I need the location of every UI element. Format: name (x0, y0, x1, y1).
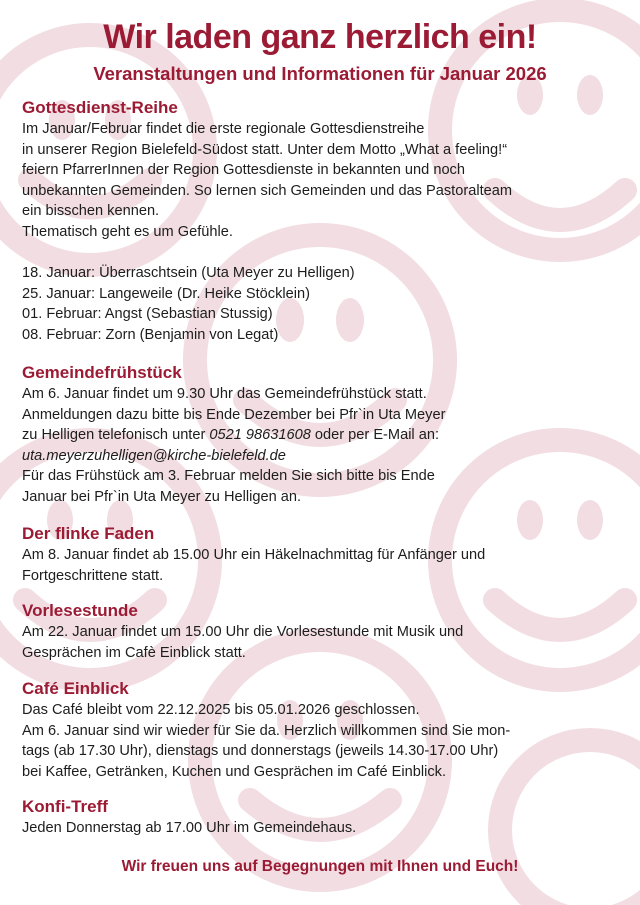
section-konfi-treff (22, 796, 622, 839)
section-gemeindefruehstueck (22, 362, 622, 508)
body-line: Anmeldungen dazu bitte bis Ende Dezember bei Pfr`in Uta Meyer (22, 406, 446, 423)
section-heading: Gemeindefrühstück (22, 363, 182, 382)
section-cafe-einblick (22, 678, 622, 782)
body-line: in unserer Region Bielefeld-Südost statt. Unter dem Motto „What a feeling!“ (22, 141, 508, 158)
date-item: 08. Februar: Zorn (Benjamin von Legat) (22, 326, 279, 343)
email-link[interactable]: uta.meyerzuhelligen@kirche-bielefeld.de (22, 447, 286, 464)
date-item: 25. Januar: Langeweile (Dr. Heike Stöcklein) (22, 285, 310, 302)
body-line: Januar bei Pfr`in Uta Meyer zu Helligen an. (22, 488, 302, 505)
section-gottesdienst (22, 97, 622, 346)
section-vorlesestunde (22, 600, 622, 663)
body-line: Am 6. Januar findet um 9.30 Uhr das Gemeindefrühstück statt. (22, 386, 427, 402)
body-line: unbekannten Gemeinden. So lernen sich Gemeinden und das Pastoralteam (22, 182, 513, 199)
section-heading: Café Einblick (22, 679, 129, 698)
body-line: ein bisschen kennen. (22, 203, 160, 220)
body-line: Gesprächen im Cafè Einblick statt. (22, 644, 246, 661)
body-line: feiern PfarrerInnen der Region Gottesdienste in bekannten und noch (22, 162, 465, 179)
footer-text: Wir freuen uns auf Begegnungen mit Ihnen und Euch! (121, 858, 519, 875)
body-line: Fortgeschrittene statt. (22, 567, 164, 584)
date-item: 01. Februar: Angst (Sebastian Stussig) (22, 306, 273, 323)
section-heading: Vorlesestunde (22, 601, 138, 620)
body-line: zu Helligen telefonisch unter 0521 98631608 oder per E-Mail an: (22, 427, 440, 444)
body-line: Für das Frühstück am 3. Februar melden Sie sich bitte bis Ende (22, 468, 435, 485)
body-line: Jeden Donnerstag ab 17.00 Uhr im Gemeindehaus. (22, 820, 357, 836)
body-line: tags (ab 17.30 Uhr), dienstags und donnerstags (jeweils 14.30-17.00 Uhr) (22, 743, 499, 760)
section-heading: Gottesdienst-Reihe (22, 98, 178, 117)
phone-number[interactable]: 0521 98631608 (209, 427, 311, 444)
body-line: Am 6. Januar sind wir wieder für Sie da. Herzlich willkommen sind Sie mon- (22, 722, 511, 739)
body-line: Im Januar/Februar findet die erste regionale Gottesdienstreihe (22, 121, 425, 137)
page-title: Wir laden ganz herzlich ein! (103, 18, 537, 56)
section-heading: Der flinke Faden (22, 524, 155, 543)
body-line: Das Café bleibt vom 22.12.2025 bis 05.01.2026 geschlossen. (22, 702, 420, 718)
section-flinke-faden (22, 523, 622, 586)
body-line: bei Kaffee, Getränken, Kuchen und Gesprächen im Café Einblick. (22, 763, 447, 780)
body-line: Am 8. Januar findet ab 15.00 Uhr ein Häkelnachmittag für Anfänger und (22, 547, 486, 563)
date-item: 18. Januar: Überraschtsein (Uta Meyer zu Helligen) (22, 265, 355, 282)
page-subtitle: Veranstaltungen und Informationen für Januar 2026 (93, 63, 547, 84)
body-line: Thematisch geht es um Gefühle. (22, 223, 233, 240)
section-heading: Konfi-Treff (22, 797, 108, 816)
body-line: Am 22. Januar findet um 15.00 Uhr die Vorlesestunde mit Musik und (22, 624, 464, 640)
